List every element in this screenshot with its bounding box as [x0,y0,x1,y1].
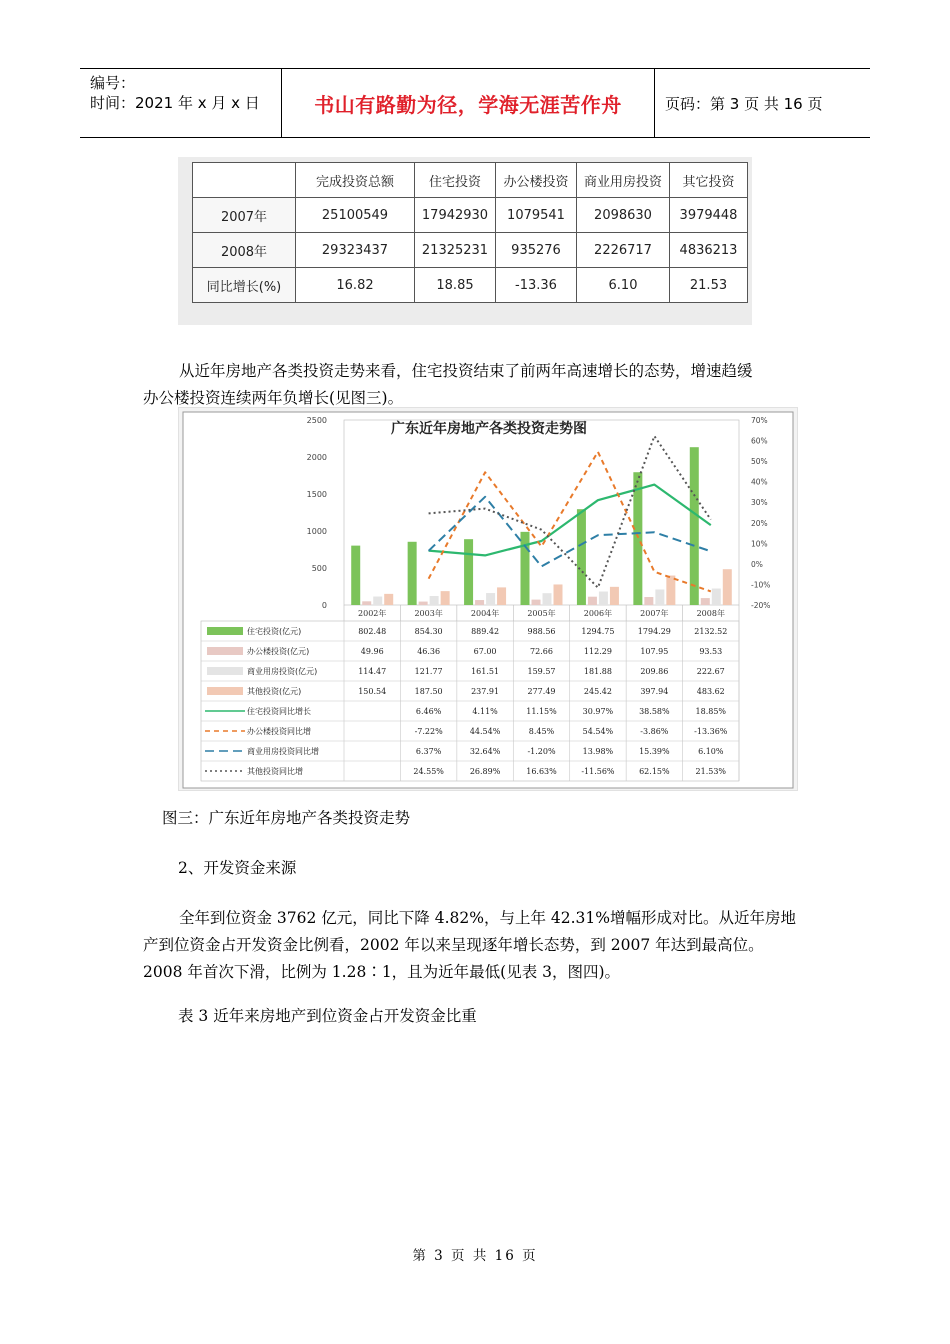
table-cell: 2098630 [577,198,670,233]
table-header-row [193,163,748,198]
legend-label: 住宅投资(亿元) [247,627,302,636]
table-header-cell: 商业用房投资 [577,163,670,198]
bar [701,598,710,605]
data-label: 6.10% [698,747,724,756]
legend-swatch [207,667,243,675]
y2-axis-tick-label: 60% [751,436,768,446]
investment-trend-chart [178,407,798,791]
y2-axis-tick-label: 10% [751,539,768,549]
y-axis-tick-label: 1500 [306,490,327,499]
y-axis-tick-label: 2000 [306,453,327,462]
page-info-text: 页码：第 3 页 共 16 页 [665,94,823,113]
data-label: 2132.52 [694,627,728,636]
table-cell: 21.53 [670,268,748,303]
bar [577,509,586,605]
legend-label: 其他投资同比增 [247,767,303,776]
data-label: 67.00 [473,647,497,656]
data-label: 150.54 [358,687,387,696]
paragraph-line: 全年到位资金 3762 亿元，同比下降 4.82%，与上年 42.31%增幅形成对比。从近年房地 [179,909,796,927]
data-label: 26.89% [469,767,501,776]
paragraph-funding-source [143,905,833,986]
bar [644,597,653,605]
table-row-header: 同比增长(%) [193,268,296,303]
chart-title: 广东近年房地产各类投资走势图 [391,421,587,437]
data-label: 24.55% [413,767,444,776]
data-label: 30.97% [582,707,614,716]
data-label: -13.36% [694,727,728,736]
data-label: 1294.75 [581,627,615,636]
bar [419,602,428,605]
y-axis-tick-label: 0 [321,601,327,610]
y2-axis-tick-label: -10% [751,580,771,590]
table-cell: 4836213 [670,233,748,268]
y2-axis-tick-label: 0% [751,559,763,569]
data-label: 62.15% [639,767,670,776]
legend-label: 商业用房投资同比增 [247,747,319,756]
paragraph-line: 从近年房地产各类投资走势来看，住宅投资结束了前两年高速增长的态势，增速趋缓 [179,362,753,380]
data-label: 46.36 [417,647,441,656]
bar [690,447,699,605]
data-label: 121.77 [414,667,443,676]
paragraph-investment-trend [143,358,823,412]
y2-axis-tick-label: -20% [751,601,771,610]
data-label: 16.63% [526,767,557,776]
data-label: 277.49 [527,687,556,696]
paragraph-line: 产到位资金占开发资金比例看，2002 年以来呈现逐年增长态势，到 2007 年达到最高位。 [143,936,764,954]
page-footer: 第 3 页 共 16 页 [412,1248,538,1264]
data-label: 159.57 [527,667,556,676]
y2-axis-tick-label: 30% [751,498,768,508]
legend-swatch [207,627,243,635]
header-meta [80,69,282,137]
y-axis-tick-label: 500 [311,564,327,573]
data-label: 72.66 [530,647,553,656]
data-label: 187.50 [414,687,443,696]
paragraph-line: 办公楼投资连续两年负增长(见图三)。 [143,389,404,407]
table-row-header: 2008年 [193,233,296,268]
data-label: 209.86 [640,667,669,676]
data-label: 889.42 [471,627,500,636]
legend-swatch [207,687,243,695]
data-label: 114.47 [358,667,387,676]
table-row [193,268,748,303]
table-cell: 16.82 [296,268,415,303]
bar [362,601,371,605]
bar [532,600,541,605]
table-row [193,198,748,233]
data-label: 49.96 [360,647,384,656]
data-label: 222.67 [696,667,725,676]
table-cell: 25100549 [296,198,415,233]
data-label: 15.39% [639,747,670,756]
date-line: 时间：2021 年 x 月 x 日 [90,94,260,112]
table-header-cell: 其它投资 [670,163,748,198]
bar [475,600,484,605]
table-header-cell: 完成投资总额 [296,163,415,198]
y-axis-tick-label: 1000 [306,527,327,536]
bar [599,592,608,605]
table-row [193,233,748,268]
y-axis-tick-label: 2500 [306,416,327,425]
x-axis-tick-label: 2003年 [414,609,443,618]
table-cell: 21325231 [415,233,496,268]
chart-svg [179,408,797,790]
data-label: 11.15% [526,707,557,716]
legend-swatch [207,647,243,655]
table-cell: 18.85 [415,268,496,303]
table-cell: 29323437 [296,233,415,268]
x-axis-tick-label: 2005年 [527,609,556,618]
data-label: 988.56 [527,627,556,636]
data-label: -11.56% [581,767,615,776]
table-header-cell: 住宅投资 [415,163,496,198]
table-cell: 1079541 [496,198,577,233]
data-label: 18.85% [695,707,727,716]
header-motto: 书山有路勤为径，学海无涯苦作舟 [314,92,622,117]
data-label: 397.94 [640,687,669,696]
investment-table [192,162,748,303]
data-label: 112.29 [583,647,612,656]
data-label: 4.11% [472,707,498,716]
bar [633,472,642,605]
bar [588,597,597,605]
data-label: 54.54% [582,727,614,736]
bar [554,584,563,605]
bar [373,597,382,605]
bar [666,576,675,605]
table-cell: 3979448 [670,198,748,233]
data-label: 854.30 [414,627,443,636]
y2-axis-tick-label: 50% [751,457,768,467]
table-cell: 2226717 [577,233,670,268]
bar [464,539,473,605]
bar [712,589,721,605]
data-label: -3.86% [640,727,669,736]
bar [351,546,360,605]
data-label: 44.54% [469,727,501,736]
bar [655,589,664,605]
bar [441,591,450,605]
x-axis-tick-label: 2008年 [696,609,725,618]
figure-caption: 图三：广东近年房地产各类投资走势 [162,809,411,827]
table-cell: 935276 [496,233,577,268]
data-label: 13.98% [582,747,614,756]
data-label: 161.51 [471,667,500,676]
data-label: 181.88 [583,667,612,676]
page-header [80,68,870,138]
bar [497,587,506,605]
data-label: 483.62 [696,687,725,696]
data-label: 38.58% [639,707,670,716]
investment-table-image [178,157,752,325]
bar [384,594,393,605]
table-row-header: 2007年 [193,198,296,233]
table-cell: 17942930 [415,198,496,233]
table-cell: 6.10 [577,268,670,303]
data-label: 107.95 [640,647,669,656]
legend-label: 商业用房投资(亿元) [247,667,318,676]
legend-label: 住宅投资同比增长 [247,707,311,716]
legend-label: 其他投资(亿元) [247,687,302,696]
data-label: 8.45% [528,727,555,736]
data-label: -7.22% [414,727,443,736]
bar [543,593,552,605]
header-page-info [655,69,870,137]
y2-axis-tick-label: 70% [751,416,768,425]
bar [610,587,619,605]
x-axis-tick-label: 2007年 [640,609,669,618]
data-label: 32.64% [469,747,501,756]
y2-axis-tick-label: 20% [751,518,768,528]
legend-label: 办公楼投资(亿元) [247,647,310,656]
legend-label: 办公楼投资同比增 [247,727,311,736]
data-label: 6.46% [415,707,442,716]
paragraph-line: 2008 年首次下滑，比例为 1.28∶1，且为近年最低(见表 3，图四)。 [143,963,621,981]
data-label: -1.20% [527,747,556,756]
data-label: 93.53 [699,647,723,656]
data-label: 245.42 [583,687,612,696]
data-label: 237.91 [471,687,500,696]
bar [486,593,495,605]
data-label: 21.53% [695,767,727,776]
table-cell: -13.36 [496,268,577,303]
table-3-title: 表 3 近年来房地产到位资金占开发资金比重 [178,1007,477,1025]
number-label: 编号： [90,74,136,92]
data-label: 1794.29 [637,627,671,636]
section-heading: 2、开发资金来源 [178,859,297,877]
x-axis-tick-label: 2004年 [470,609,500,618]
table-header-cell: 办公楼投资 [496,163,577,198]
data-label: 6.37% [415,747,442,756]
data-label: 802.48 [358,627,387,636]
bar [723,569,732,605]
header-motto-cell [282,69,655,137]
table-header-cell [193,163,296,198]
bar [408,542,417,605]
x-axis-tick-label: 2002年 [358,609,387,618]
bar [430,596,439,605]
bar [521,532,530,605]
y2-axis-tick-label: 40% [751,477,768,487]
x-axis-tick-label: 2006年 [583,609,613,618]
